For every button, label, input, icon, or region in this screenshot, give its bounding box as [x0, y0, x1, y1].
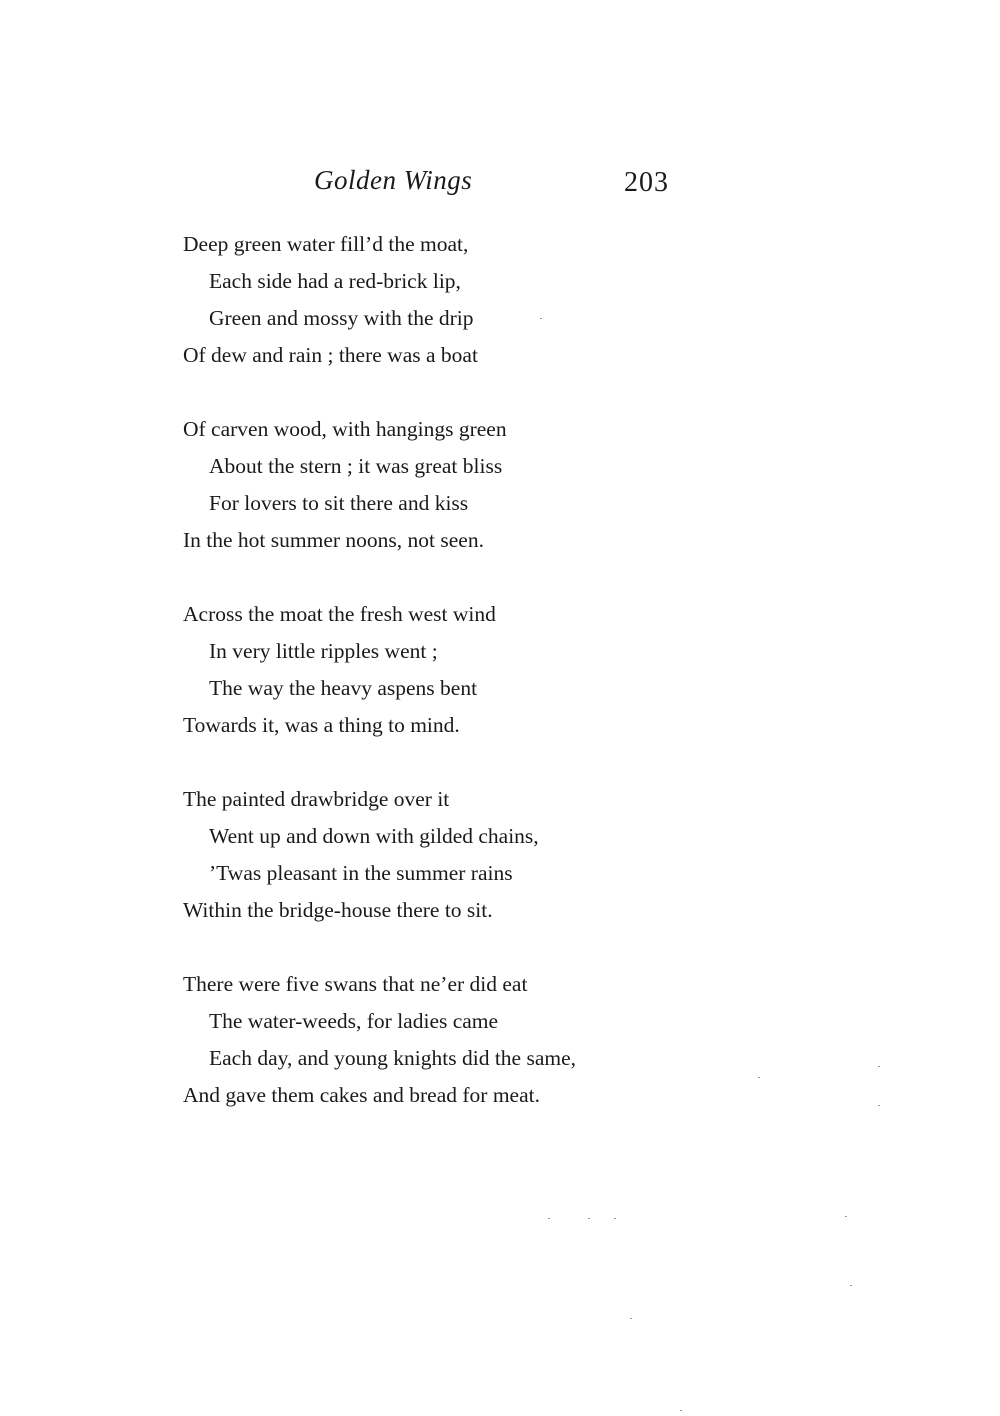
stanza-1	[0, 226, 1000, 374]
scan-speck	[630, 1318, 632, 1319]
stanza-2	[0, 411, 1000, 559]
poem-line: And gave them cakes and bread for meat.	[183, 1083, 540, 1107]
poem-line: Within the bridge-house there to sit.	[183, 898, 493, 922]
poem-line: In very little ripples went ;	[209, 639, 438, 663]
scan-speck	[548, 1218, 550, 1219]
scan-speck	[850, 1285, 852, 1286]
scan-speck	[680, 1410, 682, 1411]
poem-line: Towards it, was a thing to mind.	[183, 713, 460, 737]
poem-line: The painted drawbridge over it	[183, 787, 450, 811]
poem-line: ’Twas pleasant in the summer rains	[209, 861, 513, 885]
poem-line: Deep green water fill’d the moat,	[183, 232, 469, 256]
stanza-5	[0, 966, 1000, 1114]
poem-line: Each day, and young knights did the same,	[209, 1046, 577, 1070]
page-number: 203	[624, 167, 669, 198]
poem-line: For lovers to sit there and kiss	[209, 491, 469, 515]
poem-line: Across the moat the fresh west wind	[183, 602, 496, 626]
poem-line: About the stern ; it was great bliss	[209, 454, 503, 478]
running-title: Golden Wings	[314, 165, 473, 195]
poem-line: Of dew and rain ; there was a boat	[183, 343, 478, 367]
poem-line: The way the heavy aspens bent	[209, 676, 478, 700]
scan-speck	[588, 1218, 590, 1219]
scan-speck	[758, 1077, 760, 1078]
poem-line: There were five swans that ne’er did eat	[183, 972, 528, 996]
scan-speck	[540, 318, 542, 319]
running-head	[0, 165, 1000, 215]
poem-line: Each side had a red-brick lip,	[209, 269, 461, 293]
poem-line: Of carven wood, with hangings green	[183, 417, 507, 441]
stanza-3	[0, 596, 1000, 744]
stanza-4	[0, 781, 1000, 929]
poem-line: Green and mossy with the drip	[209, 306, 474, 330]
scan-speck	[614, 1218, 616, 1219]
poem-line: In the hot summer noons, not seen.	[183, 528, 484, 552]
scan-speck	[845, 1216, 847, 1217]
scan-speck	[878, 1066, 880, 1067]
poem-line: Went up and down with gilded chains,	[209, 824, 539, 848]
poem-line: The water-weeds, for ladies came	[209, 1009, 499, 1033]
scan-speck	[878, 1105, 880, 1106]
poem-body	[0, 226, 1000, 1151]
